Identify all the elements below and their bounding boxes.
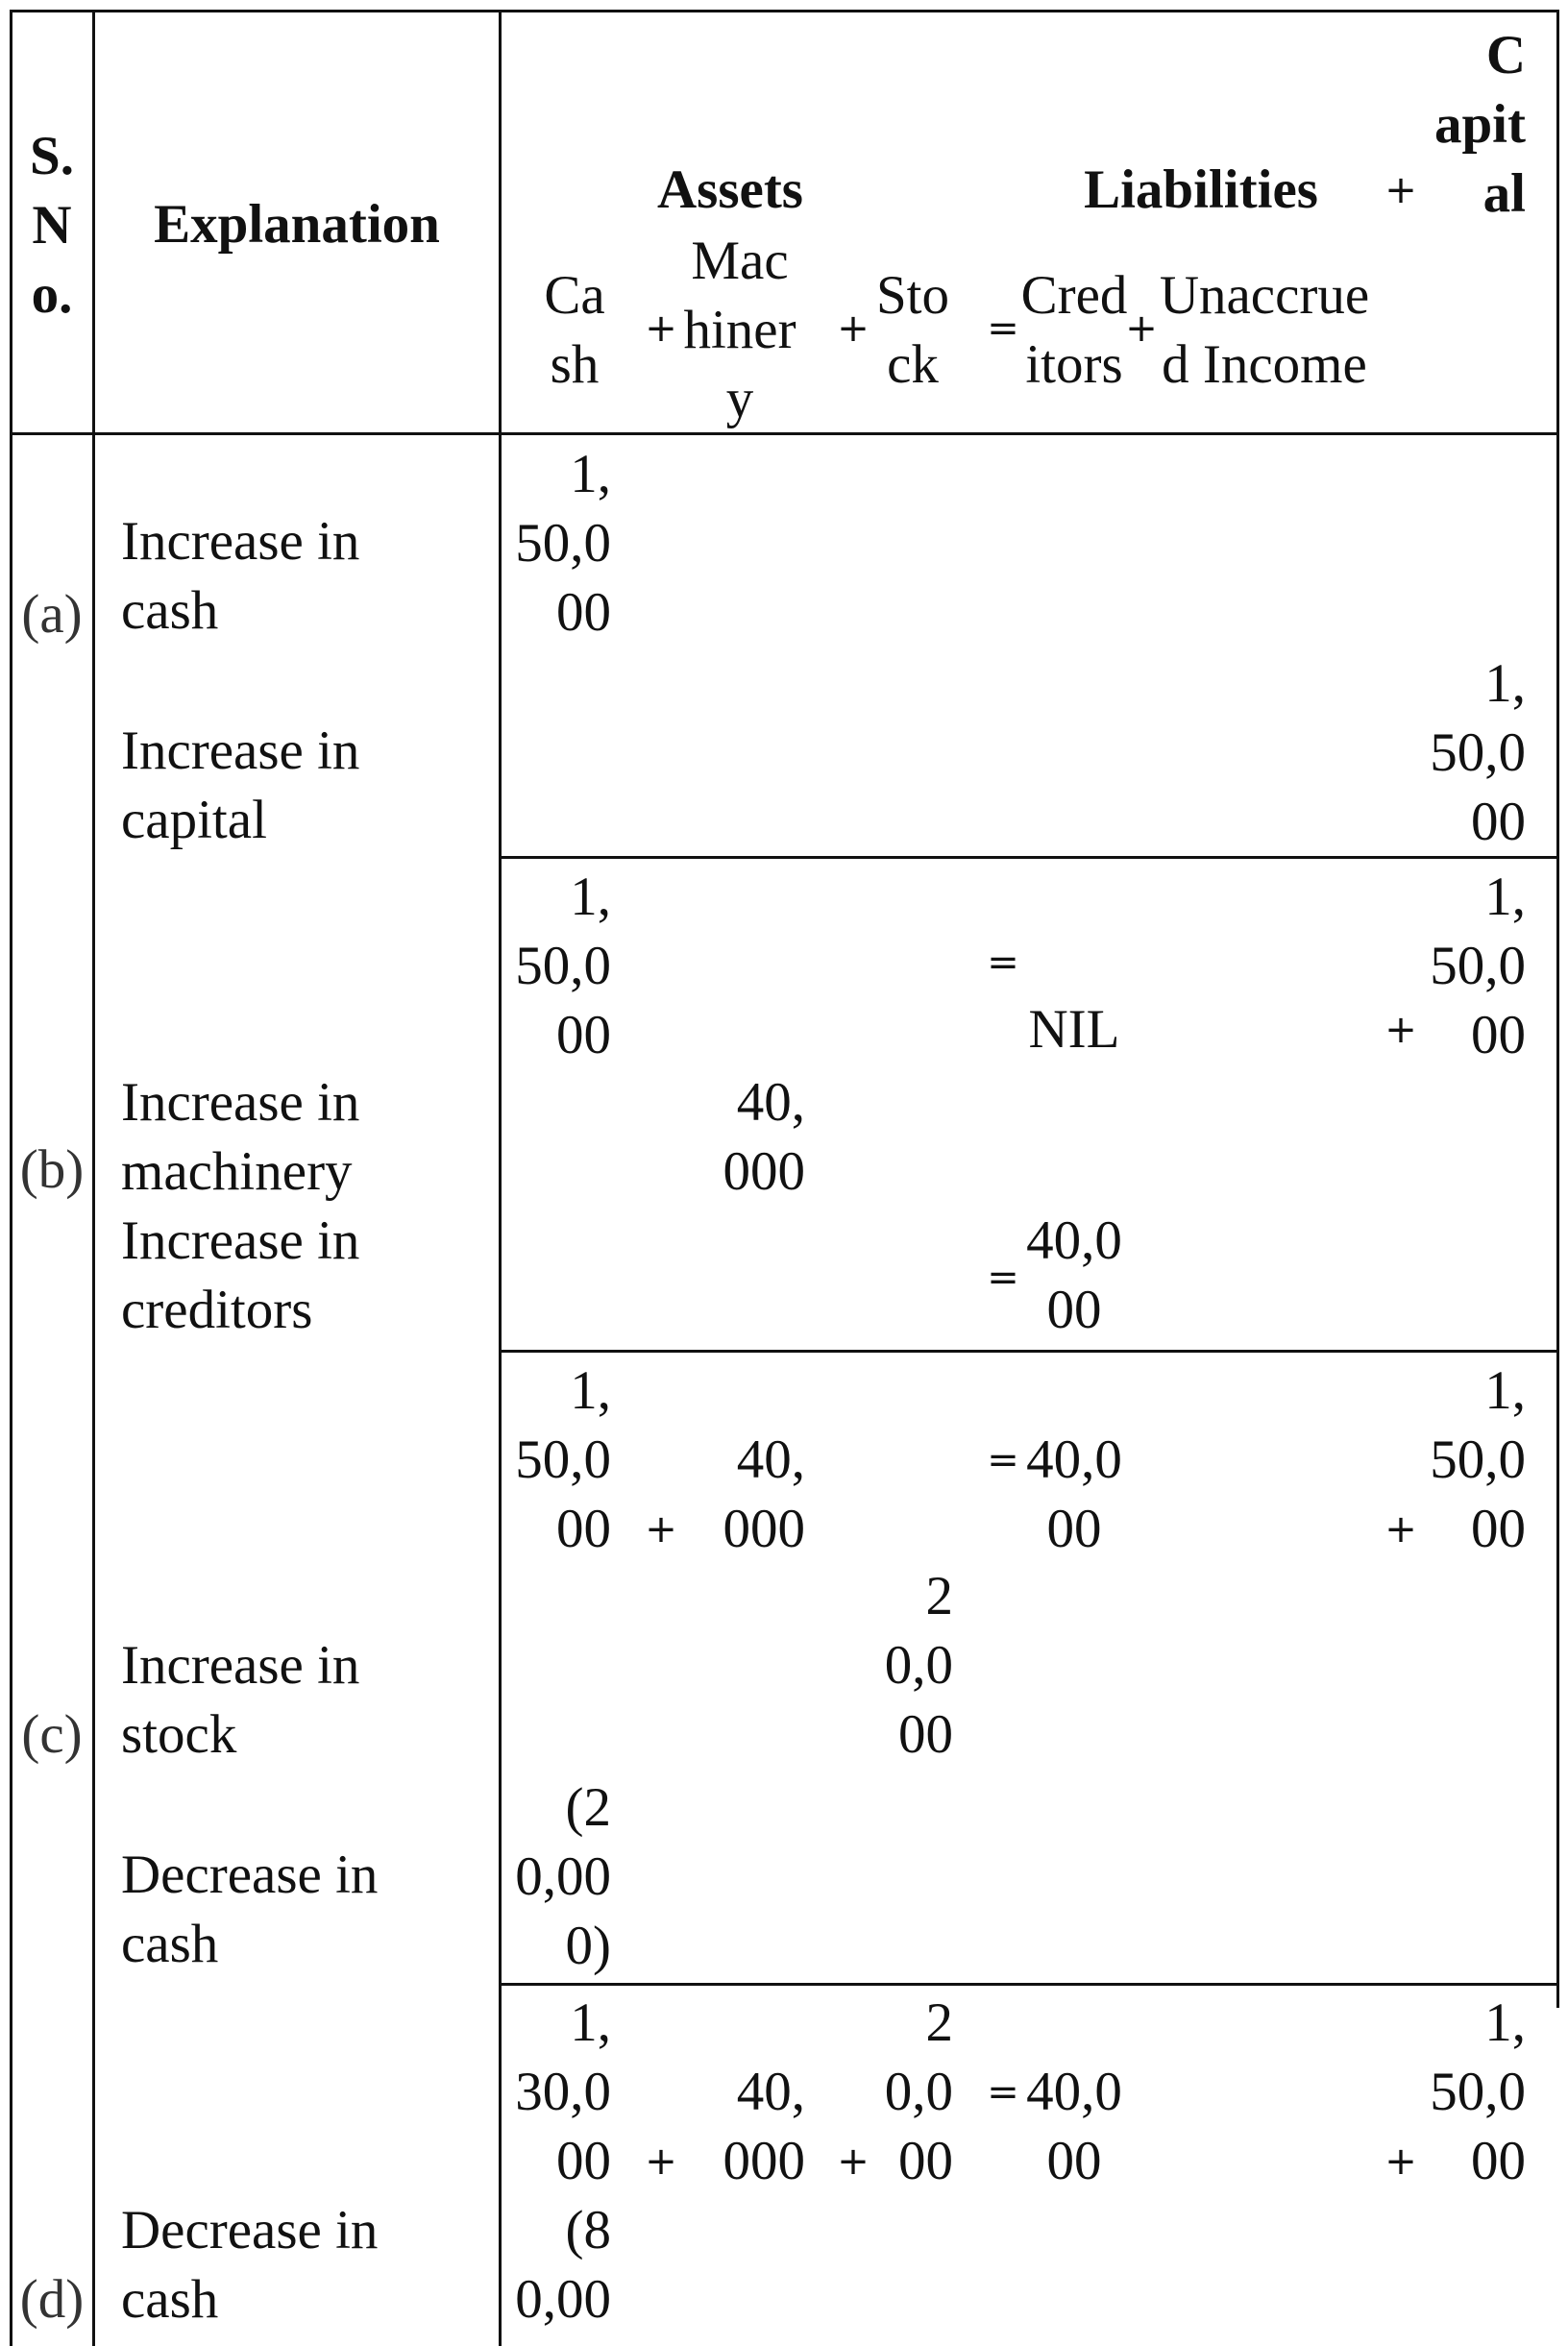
header-creditors: Cred itors	[1020, 265, 1128, 395]
header-plus-capital: +	[1384, 168, 1417, 212]
subtotal-2-machinery: 40, 000	[723, 1430, 805, 1559]
subtotal-2-plus-machinery: +	[645, 1507, 677, 1552]
header-explanation: Explanation	[154, 194, 440, 255]
header-assets: Assets	[657, 159, 803, 220]
row-b-creditors: 40,0 00	[1026, 1210, 1122, 1340]
header-plus-machinery: +	[645, 306, 677, 351]
row-a-explanation-2: Increase in capital	[121, 721, 360, 850]
subtotal-1-plus: +	[1384, 1008, 1417, 1052]
header-cash: Ca sh	[544, 265, 605, 395]
header-equals-creditors: =	[987, 306, 1019, 351]
subtotal-2-equals: =	[987, 1438, 1019, 1482]
table-border-top	[10, 10, 1558, 12]
row-d-explanation-1: Decrease in cash	[121, 2200, 379, 2330]
subtotal-3-plus-machinery: +	[645, 2139, 677, 2184]
header-plus-stock: +	[837, 306, 870, 351]
row-b-machinery: 40, 000	[723, 1072, 805, 1202]
subtotal-2-capital: 1, 50,0 00	[1430, 1360, 1526, 1559]
table-border-left	[10, 10, 12, 2346]
row-b-sno: (b)	[19, 1139, 85, 1200]
row-c-sno: (c)	[21, 1704, 83, 1765]
table-border-right	[1556, 10, 1559, 2008]
row-c-cash: (2 0,00 0)	[515, 1777, 611, 1976]
subtotal-3-equals: =	[987, 2070, 1019, 2114]
subtotal-2-creditors: 40,0 00	[1026, 1430, 1122, 1559]
subtotal-3-machinery: 40, 000	[723, 2062, 805, 2191]
subtotal-3-plus-capital: +	[1384, 2139, 1417, 2184]
subtotal-3-plus-stock: +	[837, 2139, 870, 2184]
row-c-stock: 2 0,0 00	[884, 1566, 953, 1765]
row-divider-3	[499, 1983, 1558, 1986]
subtotal-1-equals: =	[987, 941, 1019, 985]
header-capital: C apit al	[1433, 25, 1526, 224]
row-d-sno: (d)	[19, 2269, 85, 2330]
subtotal-2-cash: 1, 50,0 00	[515, 1360, 611, 1559]
row-b-explanation-1: Increase in machinery	[121, 1072, 360, 1202]
row-divider-1	[499, 856, 1558, 859]
row-a-capital: 1, 50,0 00	[1430, 653, 1526, 852]
subtotal-3-stock: 2 0,0 00	[884, 1992, 953, 2191]
row-divider-2	[499, 1350, 1558, 1353]
row-c-explanation-2: Decrease in cash	[121, 1845, 379, 1974]
subtotal-1-capital: 1, 50,0 00	[1430, 867, 1526, 1065]
header-liabilities: Liabilities	[1084, 159, 1318, 220]
header-plus-unaccrued: +	[1125, 306, 1158, 351]
row-a-sno: (a)	[21, 584, 83, 645]
subtotal-2-plus-capital: +	[1384, 1507, 1417, 1552]
subtotal-3-creditors: 40,0 00	[1026, 2062, 1122, 2191]
row-a-explanation-1: Increase in cash	[121, 511, 360, 641]
row-d-cash: (8 0,00	[515, 2200, 611, 2330]
row-a-cash: 1, 50,0 00	[515, 444, 611, 643]
row-b-explanation-2: Increase in creditors	[121, 1210, 360, 1340]
subtotal-3-capital: 1, 50,0 00	[1430, 1992, 1526, 2191]
subtotal-1-creditors: NIL	[1028, 999, 1120, 1060]
subtotal-1-cash: 1, 50,0 00	[515, 867, 611, 1065]
header-sno: S. N o.	[30, 126, 74, 325]
column-divider-sno	[92, 10, 95, 2346]
header-stock: Sto ck	[875, 265, 950, 395]
row-b-equals: =	[987, 1256, 1019, 1300]
header-machinery: Mac hiner y	[683, 231, 796, 429]
header-unaccrued-income: Unaccrue d Income	[1159, 265, 1370, 395]
subtotal-3-cash: 1, 30,0 00	[515, 1992, 611, 2191]
row-c-explanation-1: Increase in stock	[121, 1635, 360, 1765]
